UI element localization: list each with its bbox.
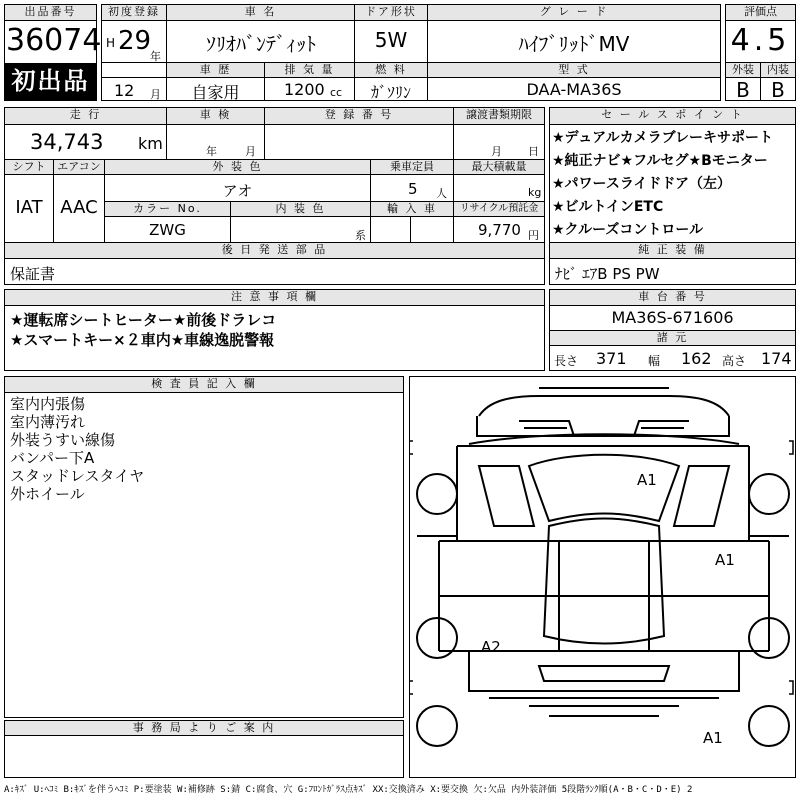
genuine-equipment-value: ﾅﾋﾞ ｴｱB PS PW bbox=[555, 265, 660, 283]
exterior-color-value: アオ bbox=[222, 182, 253, 200]
later-parts-label: 後 日 発 送 部 品 bbox=[5, 243, 544, 258]
import-label: 輸 入 車 bbox=[371, 202, 453, 216]
legend: A:ｷｽﾞ U:ﾍｺﾐ B:ｷｽﾞを伴うﾍｺﾐ P:要塗装 W:補修跡 S:錆 C:腐食、穴 G:ﾌﾛﾝﾄｶﾞﾗｽ点ｷｽﾞ XX:交換済み X:要交換 欠:欠品 内外装評価 5段階ﾗﾝｸ順(A・B・C・D・E) 2 bbox=[4, 785, 693, 795]
exterior-color-label: 外 装 色 bbox=[105, 160, 370, 174]
inspector-line: 室内薄汚れ bbox=[10, 413, 86, 431]
transfer-label: 譲渡書類期限 bbox=[454, 108, 544, 124]
recycle-label: リサイクル預託金 bbox=[454, 202, 544, 216]
length-value: 371 bbox=[596, 349, 627, 368]
door-label: ドア形状 bbox=[355, 5, 427, 20]
inspection-label: 車 検 bbox=[167, 108, 264, 124]
recycle-unit: 円 bbox=[528, 229, 539, 242]
lot-label: 出品番号 bbox=[5, 5, 96, 20]
sales-point: ★デュアルカメラブレーキサポート bbox=[552, 130, 774, 146]
aircon-label: エアコン bbox=[54, 160, 104, 174]
inspector-line: バンパー下A bbox=[10, 449, 95, 467]
length-label: 長さ bbox=[554, 354, 579, 368]
interior-score: B bbox=[771, 78, 785, 102]
capacity-value: 5 bbox=[408, 180, 418, 198]
history-label: 車 歴 bbox=[167, 63, 264, 77]
car-name: ｿﾘｵﾊﾞﾝﾃﾞｨｯﾄ bbox=[206, 32, 316, 56]
history-value: 自家用 bbox=[191, 83, 240, 102]
recycle-value: 9,770 bbox=[478, 221, 521, 239]
reg-year: 29 bbox=[118, 26, 152, 56]
aircon-value: AAC bbox=[60, 197, 98, 218]
inspection-year-unit: 年 bbox=[206, 145, 217, 158]
inspector-line: 外ホイール bbox=[10, 485, 85, 503]
capacity-label: 乗車定員 bbox=[371, 160, 453, 174]
score-label: 評価点 bbox=[726, 5, 795, 20]
color-no-value: ZWG bbox=[149, 221, 186, 239]
mileage-unit: km bbox=[138, 134, 163, 153]
era: H bbox=[106, 36, 116, 50]
damage-mark: A1 bbox=[703, 729, 723, 747]
fuel-value: ｶﾞｿﾘﾝ bbox=[370, 83, 411, 102]
height-label: 高さ bbox=[722, 354, 747, 368]
sales-point: ★クルーズコントロール bbox=[552, 222, 704, 238]
width-label: 幅 bbox=[648, 354, 661, 368]
capacity-unit: 人 bbox=[436, 187, 447, 200]
color-no-label: カラー No. bbox=[105, 202, 230, 216]
height-value: 174 bbox=[761, 349, 792, 368]
mileage-value: 34,743 bbox=[30, 130, 104, 154]
max-load-label: 最大積載量 bbox=[454, 160, 544, 174]
reg-number-label: 登 録 番 号 bbox=[265, 108, 453, 124]
displacement-unit: cc bbox=[330, 86, 343, 99]
max-load-unit: kg bbox=[528, 186, 542, 199]
displacement-label: 排 気 量 bbox=[265, 63, 354, 77]
first-reg-label: 初度登録 bbox=[102, 5, 166, 20]
mileage-label: 走 行 bbox=[5, 108, 166, 124]
inspection-month-unit: 月 bbox=[245, 145, 256, 158]
chassis-label: 車 台 番 号 bbox=[550, 290, 795, 305]
model-label: 型 式 bbox=[428, 63, 720, 77]
transfer-month-unit: 月 bbox=[491, 145, 502, 158]
first-listing-text: 初出品 bbox=[11, 67, 90, 95]
month-unit: 月 bbox=[150, 88, 161, 101]
lot-number: 36074 bbox=[6, 23, 102, 58]
interior-color-unit: 系 bbox=[355, 229, 366, 242]
later-parts-value: 保証書 bbox=[10, 265, 56, 283]
width-value: 162 bbox=[681, 349, 712, 368]
chassis-number: MA36S-671606 bbox=[611, 308, 734, 327]
notes-line: ★スマートキー×２車内★車線逸脱警報 bbox=[10, 331, 275, 349]
damage-mark: A1 bbox=[637, 471, 657, 489]
sales-point: ★ビルトインETC bbox=[552, 199, 664, 215]
exterior-label: 外装 bbox=[726, 63, 760, 77]
shift-value: IAT bbox=[15, 197, 43, 218]
damage-mark: A1 bbox=[715, 551, 735, 569]
fuel-label: 燃 料 bbox=[355, 63, 427, 77]
door-value: 5W bbox=[374, 28, 408, 52]
dimensions-label: 諸 元 bbox=[550, 331, 795, 345]
score-value: 4.5 bbox=[730, 23, 791, 58]
inspector-line: スタッドレスタイヤ bbox=[10, 467, 145, 485]
genuine-equipment-label: 純 正 装 備 bbox=[550, 243, 795, 258]
model-value: DAA-MA36S bbox=[526, 80, 622, 99]
shift-label: シフト bbox=[5, 160, 53, 174]
inspector-label: 検 査 員 記 入 欄 bbox=[5, 377, 403, 392]
sales-points-label: セ ー ル ス ポ イ ン ト bbox=[550, 108, 795, 124]
grade-label: グ レ ー ド bbox=[428, 5, 720, 20]
notes-label: 注 意 事 項 欄 bbox=[5, 290, 544, 305]
grade-value: ﾊｲﾌﾞﾘｯﾄﾞMV bbox=[518, 32, 630, 56]
car-diagram bbox=[409, 376, 796, 778]
damage-mark: A2 bbox=[481, 638, 501, 656]
displacement-value: 1200 bbox=[284, 80, 325, 99]
car-name-label: 車 名 bbox=[167, 5, 354, 20]
year-unit: 年 bbox=[150, 50, 161, 63]
reg-month: 12 bbox=[114, 81, 135, 100]
exterior-score: B bbox=[736, 78, 750, 102]
inspector-line: 室内内張傷 bbox=[10, 395, 86, 413]
inspector-line: 外装うすい線傷 bbox=[10, 431, 116, 449]
sales-point: ★パワースライドドア（左） bbox=[552, 176, 732, 192]
interior-color-label: 内 装 色 bbox=[231, 202, 370, 216]
notes-line: ★運転席シートヒーター★前後ドラレコ bbox=[10, 311, 277, 329]
transfer-day-unit: 日 bbox=[528, 145, 539, 158]
sales-point: ★純正ナビ★フルセグ★Bモニター bbox=[552, 153, 768, 169]
office-label: 事 務 局 よ り ご 案 内 bbox=[5, 721, 403, 735]
interior-label: 内装 bbox=[761, 63, 795, 77]
